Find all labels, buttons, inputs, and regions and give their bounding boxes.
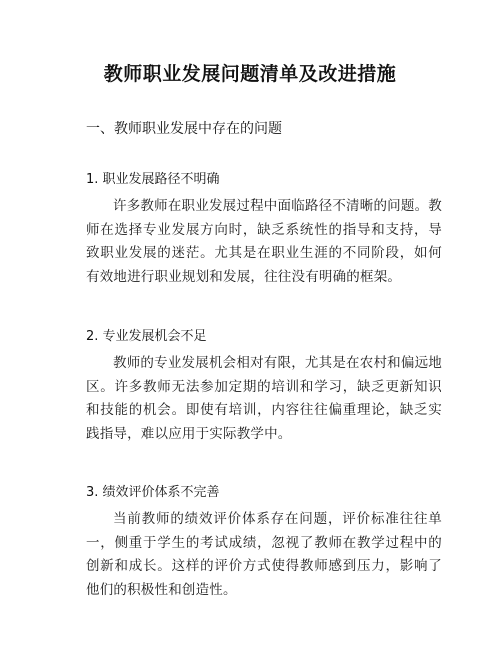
paragraph-3: 当前教师的绩效评价体系存在问题，评价标准往往单一，侧重于学生的考试成绩，忽视了教师在教学过程中的创新和成长。这样的评价方式使得教师感到压力，影响了他们的积极性和创造性。 (86, 511, 442, 598)
document-title: 教师职业发展问题清单及改进措施 (103, 63, 397, 85)
section-heading: 一、教师职业发展中存在的问题 (86, 121, 282, 137)
paragraph-1: 许多教师在职业发展过程中面临路径不清晰的问题。教师在选择专业发展方向时，缺乏系统性的指导和支持，导致职业发展的迷茫。尤其是在职业生涯的不同阶段，如何有效地进行职业规划和发展，往往没有明确的框架。 (86, 198, 442, 285)
subheading-2: 2. 专业发展机会不足 (86, 329, 207, 344)
subheading-1: 1. 职业发展路径不明确 (86, 172, 220, 187)
paragraph-2: 教师的专业发展机会相对有限，尤其是在农村和偏远地区。许多教师无法参加定期的培训和学习，缺乏更新知识和技能的机会。即使有培训，内容往往偏重理论，缺乏实践指导，难以应用于实际教学中。 (86, 355, 442, 442)
subheading-3: 3. 绩效评价体系不完善 (86, 485, 220, 500)
